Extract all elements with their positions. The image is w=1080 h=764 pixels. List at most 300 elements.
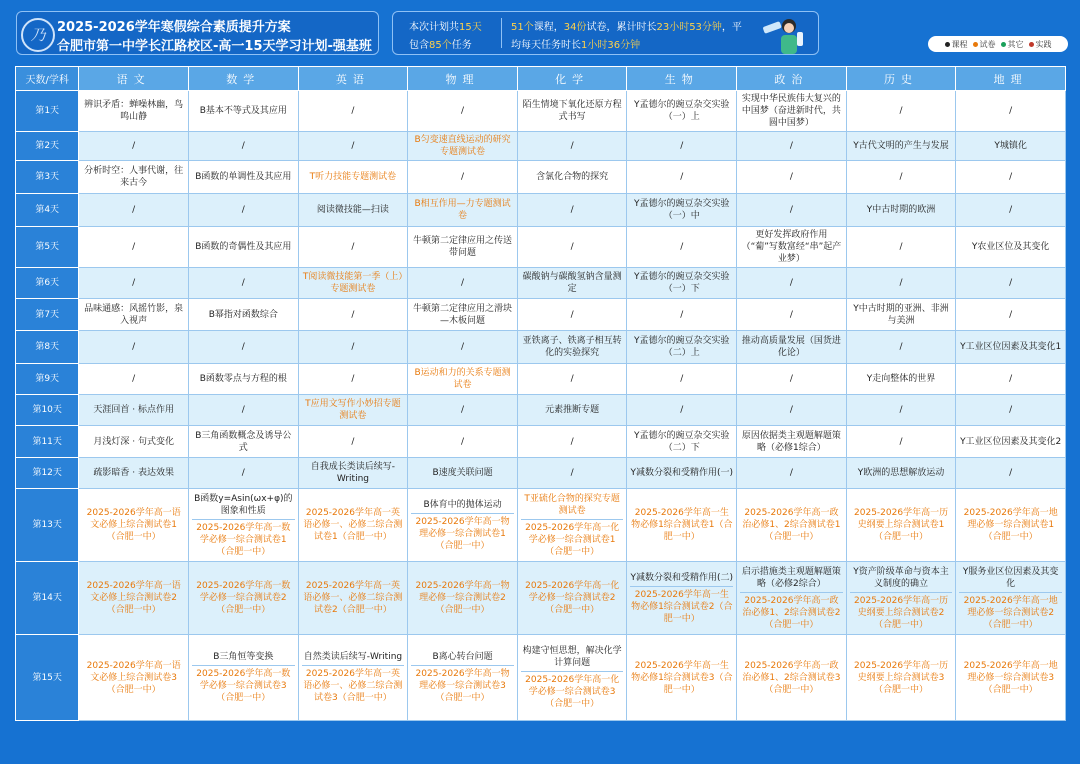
course-task[interactable]: B基本不等式及其应用 bbox=[199, 106, 287, 117]
table-row bbox=[16, 489, 1066, 561]
task-cell[interactable] bbox=[846, 91, 956, 132]
task-cell[interactable] bbox=[627, 363, 737, 394]
task-cell[interactable] bbox=[408, 132, 518, 161]
course-task[interactable]: 启示措施类主观题解题策略（必修2综合） bbox=[741, 566, 841, 589]
course-task[interactable]: / bbox=[680, 241, 684, 252]
task-cell[interactable] bbox=[298, 635, 408, 721]
task-cell[interactable] bbox=[408, 161, 518, 193]
course-task[interactable]: / bbox=[899, 436, 903, 447]
course-task[interactable]: / bbox=[570, 468, 574, 479]
course-task[interactable]: / bbox=[789, 204, 793, 215]
course-task[interactable]: / bbox=[351, 241, 355, 252]
task-cell[interactable] bbox=[956, 91, 1066, 132]
task-cell[interactable] bbox=[956, 489, 1066, 561]
task-cell[interactable] bbox=[188, 331, 298, 363]
exam-task[interactable]: 2025-2026学年高一化学必修一综合测试卷1（合肥一中） bbox=[521, 519, 624, 560]
course-task[interactable]: Y中古时期的欧洲 bbox=[866, 204, 936, 215]
course-task[interactable]: / bbox=[789, 468, 793, 479]
task-cell[interactable] bbox=[627, 489, 737, 561]
task-cell[interactable] bbox=[517, 299, 627, 331]
course-task[interactable]: / bbox=[461, 106, 465, 117]
course-task[interactable]: B三角函数概念及诱导公式 bbox=[195, 430, 292, 453]
course-task[interactable]: / bbox=[351, 436, 355, 447]
task-cell[interactable] bbox=[408, 331, 518, 363]
course-task[interactable]: 分析时空：人事代谢，往来古今 bbox=[84, 166, 184, 189]
task-cell[interactable] bbox=[298, 91, 408, 132]
exam-task[interactable]: 2025-2026学年高一政治必修1、2综合测试卷3（合肥一中） bbox=[742, 660, 841, 695]
task-cell[interactable] bbox=[846, 561, 956, 634]
course-task[interactable]: / bbox=[461, 342, 465, 353]
task-cell[interactable] bbox=[737, 561, 847, 634]
task-cell[interactable] bbox=[408, 394, 518, 425]
exam-task[interactable]: 2025-2026学年高一英语必修一、必修二综合测试卷3（合肥一中） bbox=[302, 665, 405, 706]
task-cell[interactable] bbox=[956, 458, 1066, 489]
course-task[interactable]: Y孟德尔的豌豆杂交实验（一）下 bbox=[634, 272, 730, 295]
legend-label: 其它 bbox=[1007, 39, 1024, 49]
task-cell[interactable] bbox=[846, 132, 956, 161]
task-cell[interactable] bbox=[188, 458, 298, 489]
course-task[interactable]: / bbox=[1009, 106, 1013, 117]
task-cell[interactable] bbox=[79, 426, 189, 458]
task-cell[interactable] bbox=[846, 363, 956, 394]
course-task[interactable]: / bbox=[899, 172, 903, 183]
plan-subtitle: 合肥市第一中学长江路校区-高一15天学习计划-强基班 bbox=[57, 39, 372, 54]
task-cell[interactable] bbox=[408, 561, 518, 634]
task-cell[interactable] bbox=[298, 331, 408, 363]
task-cell[interactable] bbox=[79, 226, 189, 267]
course-task[interactable]: / bbox=[1009, 309, 1013, 320]
course-task[interactable]: 牛顿第二定律应用之传送带问题 bbox=[413, 235, 513, 258]
task-cell[interactable] bbox=[408, 363, 518, 394]
course-task[interactable]: / bbox=[899, 404, 903, 415]
exam-task[interactable]: 2025-2026学年高一英语必修一、必修二综合测试卷1（合肥一中） bbox=[303, 508, 403, 543]
course-task[interactable]: / bbox=[789, 309, 793, 320]
task-cell[interactable] bbox=[517, 458, 627, 489]
task-cell[interactable] bbox=[298, 394, 408, 425]
course-task[interactable]: / bbox=[241, 342, 245, 353]
task-cell[interactable] bbox=[298, 363, 408, 394]
course-task[interactable]: B函数y=Asin(ωx+φ)的图象和性质 bbox=[194, 493, 293, 516]
task-cell[interactable] bbox=[627, 268, 737, 299]
task-cell[interactable] bbox=[408, 193, 518, 226]
exam-task[interactable]: 2025-2026学年高一语文必修上综合测试卷1（合肥一中） bbox=[86, 508, 181, 543]
course-task[interactable]: 含氯化合物的探究 bbox=[536, 172, 609, 183]
task-cell[interactable] bbox=[298, 458, 408, 489]
task-cell[interactable] bbox=[737, 426, 847, 458]
course-task[interactable]: 品味通感：风摇竹影，泉入视声 bbox=[84, 303, 184, 326]
task-cell[interactable] bbox=[298, 226, 408, 267]
task-cell[interactable] bbox=[627, 91, 737, 132]
course-task[interactable]: / bbox=[132, 204, 136, 215]
course-task[interactable]: / bbox=[241, 141, 245, 152]
exam-task[interactable]: 2025-2026学年高一地理必修一综合测试卷1（合肥一中） bbox=[963, 508, 1058, 543]
task-cell[interactable] bbox=[846, 268, 956, 299]
course-task[interactable]: / bbox=[132, 241, 136, 252]
task-cell[interactable] bbox=[188, 226, 298, 267]
course-task[interactable]: Y欧洲的思想解放运动 bbox=[857, 468, 945, 479]
course-task[interactable]: Y走向整体的世界 bbox=[866, 373, 936, 384]
task-cell[interactable] bbox=[956, 561, 1066, 634]
task-cell[interactable] bbox=[737, 635, 847, 721]
task-cell[interactable] bbox=[627, 394, 737, 425]
task-cell[interactable] bbox=[188, 299, 298, 331]
course-task[interactable]: 陌生情境下氧化还原方程式书写 bbox=[522, 100, 622, 123]
course-task[interactable]: Y孟德尔的豌豆杂交实验（二）上 bbox=[634, 336, 730, 359]
course-task[interactable]: / bbox=[1009, 278, 1013, 289]
course-task[interactable]: 阅读微技能—扫读 bbox=[316, 204, 389, 215]
course-task[interactable]: 自然类读后续写-Writing bbox=[303, 652, 403, 663]
course-task[interactable]: 辨识矛盾：蝉噪林幽，鸟鸣山静 bbox=[84, 100, 184, 123]
task-cell[interactable] bbox=[956, 394, 1066, 425]
exam-task[interactable]: 2025-2026学年高一政治必修1、2综合测试卷1（合肥一中） bbox=[742, 508, 841, 543]
task-cell[interactable] bbox=[298, 193, 408, 226]
exam-task[interactable]: T阅读微技能第一季（上）专题测试卷 bbox=[302, 272, 403, 295]
task-cell[interactable] bbox=[298, 268, 408, 299]
table-row bbox=[16, 299, 1066, 331]
exam-task[interactable]: 2025-2026学年高一物理必修一综合测试卷1（合肥一中） bbox=[411, 513, 514, 554]
course-task[interactable]: 原因依据类主观题解题策略（必修1综合） bbox=[741, 430, 841, 453]
task-cell[interactable] bbox=[956, 426, 1066, 458]
course-task[interactable]: Y中古时期的亚洲、非洲与美洲 bbox=[853, 303, 949, 326]
task-cell[interactable] bbox=[79, 635, 189, 721]
task-cell[interactable] bbox=[737, 458, 847, 489]
task-cell[interactable] bbox=[956, 331, 1066, 363]
task-cell[interactable] bbox=[737, 161, 847, 193]
task-cell[interactable] bbox=[956, 193, 1066, 226]
table-row bbox=[16, 331, 1066, 363]
task-cell[interactable] bbox=[846, 635, 956, 721]
task-cell[interactable] bbox=[408, 635, 518, 721]
task-cell[interactable] bbox=[627, 561, 737, 634]
table-header-row bbox=[16, 67, 1066, 91]
course-task[interactable]: 更好发挥政府作用（“葡”写数富经“串”起产业梦） bbox=[741, 229, 842, 264]
exam-task[interactable]: 2025-2026学年高一数学必修一综合测试卷3（合肥一中） bbox=[192, 665, 295, 706]
exam-task[interactable]: B匀变速直线运动的研究专题测试卷 bbox=[414, 135, 511, 158]
exam-task[interactable]: 2025-2026学年高一化学必修一综合测试卷3（合肥一中） bbox=[521, 671, 624, 712]
task-cell[interactable] bbox=[298, 426, 408, 458]
exam-task[interactable]: 2025-2026学年高一地理必修一综合测试卷3（合肥一中） bbox=[963, 660, 1058, 695]
course-task[interactable]: Y资产阶级革命与资本主义制度的确立 bbox=[853, 566, 949, 589]
task-cell[interactable] bbox=[956, 299, 1066, 331]
task-cell[interactable] bbox=[737, 268, 847, 299]
course-task[interactable]: / bbox=[570, 373, 574, 384]
course-task[interactable]: / bbox=[132, 373, 136, 384]
exam-task[interactable]: 2025-2026学年高一物理必修一综合测试卷2（合肥一中） bbox=[415, 581, 510, 616]
task-cell[interactable] bbox=[846, 458, 956, 489]
legend-label: 试卷 bbox=[979, 39, 996, 49]
task-cell[interactable] bbox=[737, 193, 847, 226]
course-task[interactable]: / bbox=[570, 141, 574, 152]
task-cell[interactable] bbox=[188, 161, 298, 193]
course-task[interactable]: B函数的奇偶性及其应用 bbox=[195, 241, 292, 252]
course-task[interactable]: / bbox=[1009, 468, 1013, 479]
task-cell[interactable] bbox=[846, 394, 956, 425]
exam-task[interactable]: T应用文写作小妙招专题测试卷 bbox=[305, 398, 401, 421]
course-task[interactable]: / bbox=[570, 204, 574, 215]
course-task[interactable]: / bbox=[132, 278, 136, 289]
task-cell[interactable] bbox=[846, 489, 956, 561]
table-row bbox=[16, 363, 1066, 394]
course-task[interactable]: / bbox=[899, 278, 903, 289]
course-task[interactable]: / bbox=[461, 278, 465, 289]
task-cell[interactable] bbox=[846, 161, 956, 193]
task-cell[interactable] bbox=[737, 331, 847, 363]
course-task[interactable]: 月浅灯深 · 句式变化 bbox=[93, 436, 174, 447]
exam-task[interactable]: 2025-2026学年高一数学必修一综合测试卷2（合肥一中） bbox=[196, 581, 291, 616]
task-cell[interactable] bbox=[956, 363, 1066, 394]
exam-task[interactable]: B相互作用—力专题测试卷 bbox=[414, 198, 511, 221]
legend-item bbox=[1029, 39, 1052, 50]
task-cell[interactable] bbox=[188, 91, 298, 132]
summary-tasks: 包含85个任务 bbox=[409, 40, 472, 51]
task-cell[interactable] bbox=[627, 226, 737, 267]
legend-item bbox=[1001, 39, 1024, 50]
task-cell[interactable] bbox=[517, 635, 627, 721]
task-cell[interactable] bbox=[79, 299, 189, 331]
task-cell[interactable] bbox=[188, 561, 298, 634]
task-cell[interactable] bbox=[188, 193, 298, 226]
course-task[interactable]: / bbox=[241, 204, 245, 215]
task-cell[interactable] bbox=[79, 363, 189, 394]
course-task[interactable]: Y孟德尔的豌豆杂交实验（一）中 bbox=[634, 198, 730, 221]
course-task[interactable]: Y工业区位因素及其变化2 bbox=[960, 436, 1062, 447]
summary-days: 本次计划共15天 bbox=[409, 22, 482, 33]
task-cell[interactable] bbox=[737, 299, 847, 331]
exam-task[interactable]: 2025-2026学年高一物理必修一综合测试卷3（合肥一中） bbox=[411, 665, 514, 706]
course-task[interactable]: / bbox=[680, 172, 684, 183]
task-cell[interactable] bbox=[737, 132, 847, 161]
task-cell[interactable] bbox=[517, 161, 627, 193]
plan-title: 2025-2026学年寒假综合素质提升方案 bbox=[57, 20, 291, 35]
task-cell[interactable] bbox=[79, 132, 189, 161]
course-task[interactable]: 碳酸钠与碳酸氢钠含量测定 bbox=[522, 272, 622, 295]
task-cell[interactable] bbox=[627, 331, 737, 363]
task-cell[interactable] bbox=[517, 331, 627, 363]
course-task[interactable]: B函数零点与方程的根 bbox=[199, 373, 287, 384]
task-cell[interactable] bbox=[79, 561, 189, 634]
course-task[interactable]: 牛顿第二定律应用之滑块—木板问题 bbox=[413, 303, 513, 326]
task-cell[interactable] bbox=[517, 91, 627, 132]
task-cell[interactable] bbox=[846, 426, 956, 458]
task-cell[interactable] bbox=[956, 161, 1066, 193]
exam-task[interactable]: 2025-2026学年高一语文必修上综合测试卷2（合肥一中） bbox=[86, 581, 181, 616]
task-cell[interactable] bbox=[408, 458, 518, 489]
task-cell[interactable] bbox=[298, 561, 408, 634]
task-cell[interactable] bbox=[188, 635, 298, 721]
course-task[interactable]: Y孟德尔的豌豆杂交实验（二）下 bbox=[634, 430, 730, 453]
task-cell[interactable] bbox=[188, 268, 298, 299]
task-cell[interactable] bbox=[79, 161, 189, 193]
task-cell[interactable] bbox=[517, 561, 627, 634]
exam-task[interactable]: T亚硫化合物的探究专题测试卷 bbox=[524, 493, 620, 516]
exam-task[interactable]: 2025-2026学年高一数学必修一综合测试卷1（合肥一中） bbox=[192, 519, 295, 560]
course-task[interactable]: / bbox=[680, 309, 684, 320]
course-task[interactable]: Y城镇化 bbox=[994, 141, 1027, 152]
task-cell[interactable] bbox=[517, 394, 627, 425]
legend-dot-icon bbox=[945, 42, 950, 47]
task-cell[interactable] bbox=[517, 193, 627, 226]
task-cell[interactable] bbox=[737, 91, 847, 132]
course-task[interactable]: / bbox=[461, 172, 465, 183]
exam-task[interactable]: 2025-2026学年高一地理必修一综合测试卷2（合肥一中） bbox=[959, 592, 1062, 633]
course-task[interactable]: / bbox=[461, 404, 465, 415]
task-cell[interactable] bbox=[188, 489, 298, 561]
course-task[interactable]: 亚铁离子、铁离子相互转化的实验探究 bbox=[522, 336, 622, 359]
task-cell[interactable] bbox=[737, 394, 847, 425]
course-task[interactable]: Y服务业区位因素及其变化 bbox=[962, 566, 1059, 589]
course-task[interactable]: / bbox=[241, 404, 245, 415]
course-task[interactable]: B三角恒等变换 bbox=[213, 652, 274, 663]
task-cell[interactable] bbox=[517, 268, 627, 299]
task-cell[interactable] bbox=[188, 132, 298, 161]
task-cell[interactable] bbox=[956, 268, 1066, 299]
task-cell[interactable] bbox=[408, 226, 518, 267]
course-task[interactable]: / bbox=[132, 141, 136, 152]
course-task[interactable]: / bbox=[1009, 373, 1013, 384]
table-row bbox=[16, 268, 1066, 299]
course-task[interactable]: / bbox=[1009, 204, 1013, 215]
task-cell[interactable] bbox=[298, 299, 408, 331]
course-task[interactable]: B速度关联问题 bbox=[432, 468, 493, 479]
course-task[interactable]: / bbox=[241, 278, 245, 289]
exam-task[interactable]: 2025-2026学年高一历史纲要上综合测试卷3（合肥一中） bbox=[854, 660, 949, 695]
course-task[interactable]: B函数的单调性及其应用 bbox=[195, 172, 292, 183]
task-cell[interactable] bbox=[408, 299, 518, 331]
task-cell[interactable] bbox=[79, 193, 189, 226]
task-cell[interactable] bbox=[79, 331, 189, 363]
course-task[interactable]: / bbox=[570, 309, 574, 320]
course-task[interactable]: 元素推断专题 bbox=[545, 404, 600, 415]
course-task[interactable]: / bbox=[789, 404, 793, 415]
task-cell[interactable] bbox=[298, 132, 408, 161]
exam-task[interactable]: B运动和力的关系专题测试卷 bbox=[414, 367, 511, 390]
course-task[interactable]: / bbox=[680, 141, 684, 152]
course-task[interactable]: Y孟德尔的豌豆杂交实验（一）上 bbox=[634, 100, 730, 123]
course-task[interactable]: / bbox=[351, 342, 355, 353]
course-task[interactable]: / bbox=[899, 241, 903, 252]
task-cell[interactable] bbox=[627, 458, 737, 489]
task-cell[interactable] bbox=[188, 363, 298, 394]
task-cell[interactable] bbox=[79, 268, 189, 299]
task-cell[interactable] bbox=[408, 426, 518, 458]
task-cell[interactable] bbox=[298, 489, 408, 561]
legend-dot-icon bbox=[1001, 42, 1006, 47]
task-cell[interactable] bbox=[627, 426, 737, 458]
course-task[interactable]: / bbox=[570, 436, 574, 447]
task-cell[interactable] bbox=[956, 635, 1066, 721]
course-task[interactable]: 自我成长类读后续写-Writing bbox=[310, 462, 396, 485]
course-task[interactable]: Y古代文明的产生与发展 bbox=[853, 141, 949, 152]
course-task[interactable]: / bbox=[351, 141, 355, 152]
task-cell[interactable] bbox=[846, 331, 956, 363]
task-cell[interactable] bbox=[79, 458, 189, 489]
course-task[interactable]: / bbox=[899, 342, 903, 353]
exam-task[interactable]: 2025-2026学年高一历史纲要上综合测试卷1（合肥一中） bbox=[854, 508, 949, 543]
task-cell[interactable] bbox=[627, 193, 737, 226]
exam-task[interactable]: 2025-2026学年高一语文必修上综合测试卷3（合肥一中） bbox=[86, 660, 181, 695]
task-cell[interactable] bbox=[517, 226, 627, 267]
course-task[interactable]: 天涯回首 · 标点作用 bbox=[93, 404, 174, 415]
task-cell[interactable] bbox=[79, 91, 189, 132]
course-task[interactable]: / bbox=[789, 141, 793, 152]
course-task[interactable]: / bbox=[351, 309, 355, 320]
task-cell[interactable] bbox=[737, 363, 847, 394]
task-cell[interactable] bbox=[846, 193, 956, 226]
course-task[interactable]: 推动高质量发展（国货进化论） bbox=[741, 336, 841, 359]
course-task[interactable]: / bbox=[351, 106, 355, 117]
task-cell[interactable] bbox=[79, 394, 189, 425]
task-cell[interactable] bbox=[408, 91, 518, 132]
column-header-subject: 英语 bbox=[298, 67, 408, 91]
course-task[interactable]: Y减数分裂和受精作用(一) bbox=[630, 468, 734, 479]
task-cell[interactable] bbox=[846, 226, 956, 267]
course-task[interactable]: / bbox=[1009, 172, 1013, 183]
task-cell[interactable] bbox=[956, 226, 1066, 267]
course-task[interactable]: / bbox=[789, 373, 793, 384]
table-row bbox=[16, 161, 1066, 193]
course-task[interactable]: B幂指对函数综合 bbox=[208, 309, 278, 320]
course-task[interactable]: Y农业区位及其变化 bbox=[971, 241, 1050, 252]
course-task[interactable]: B离心转台问题 bbox=[432, 652, 493, 663]
course-task[interactable]: B体育中的抛体运动 bbox=[423, 499, 502, 510]
task-cell[interactable] bbox=[517, 363, 627, 394]
task-cell[interactable] bbox=[517, 132, 627, 161]
exam-task[interactable]: 2025-2026学年高一政治必修1、2综合测试卷2（合肥一中） bbox=[740, 592, 843, 633]
exam-task[interactable]: 2025-2026学年高一历史纲要上综合测试卷2（合肥一中） bbox=[850, 592, 953, 633]
course-task[interactable]: / bbox=[570, 241, 574, 252]
course-task[interactable]: 实现中华民族伟大复兴的中国梦（奋进新时代，共圆中国梦） bbox=[741, 94, 841, 129]
exam-task[interactable]: 2025-2026学年高一化学必修一综合测试卷2（合肥一中） bbox=[525, 581, 620, 616]
task-cell[interactable] bbox=[408, 489, 518, 561]
course-task[interactable]: / bbox=[789, 278, 793, 289]
task-cell[interactable] bbox=[627, 132, 737, 161]
course-task[interactable]: / bbox=[789, 172, 793, 183]
task-cell[interactable] bbox=[79, 489, 189, 561]
course-task[interactable]: / bbox=[461, 436, 465, 447]
day-label: 第1天 bbox=[16, 91, 79, 132]
exam-task[interactable]: 2025-2026学年高一生物必修1综合测试卷1（合肥一中） bbox=[631, 508, 733, 543]
course-task[interactable]: / bbox=[132, 342, 136, 353]
task-cell[interactable] bbox=[737, 489, 847, 561]
task-cell[interactable] bbox=[188, 394, 298, 425]
course-task[interactable]: / bbox=[899, 106, 903, 117]
exam-task[interactable]: 2025-2026学年高一生物必修1综合测试卷3（合肥一中） bbox=[631, 660, 733, 695]
task-cell[interactable] bbox=[517, 426, 627, 458]
task-cell[interactable] bbox=[627, 635, 737, 721]
course-task[interactable]: / bbox=[1009, 404, 1013, 415]
task-cell[interactable] bbox=[846, 299, 956, 331]
course-task[interactable]: Y工业区位因素及其变化1 bbox=[960, 342, 1062, 353]
exam-task[interactable]: 2025-2026学年高一英语必修一、必修二综合测试卷2（合肥一中） bbox=[303, 581, 403, 616]
exam-task[interactable]: T听力技能专题测试卷 bbox=[309, 172, 397, 183]
exam-task[interactable]: 2025-2026学年高一生物必修1综合测试卷2（合肥一中） bbox=[630, 586, 733, 627]
course-task[interactable]: Y减数分裂和受精作用(二) bbox=[630, 572, 734, 583]
task-cell[interactable] bbox=[298, 161, 408, 193]
task-cell[interactable] bbox=[517, 489, 627, 561]
task-cell[interactable] bbox=[627, 161, 737, 193]
task-cell[interactable] bbox=[408, 268, 518, 299]
course-task[interactable]: 构建守恒思想，解决化学计算问题 bbox=[522, 646, 622, 669]
course-task[interactable]: / bbox=[680, 373, 684, 384]
task-cell[interactable] bbox=[188, 426, 298, 458]
course-task[interactable]: / bbox=[241, 468, 245, 479]
task-cell[interactable] bbox=[737, 226, 847, 267]
course-task[interactable]: / bbox=[351, 373, 355, 384]
course-task[interactable]: / bbox=[680, 404, 684, 415]
task-cell[interactable] bbox=[627, 299, 737, 331]
course-task[interactable]: 疏影暗香 · 表达效果 bbox=[93, 468, 174, 479]
task-cell[interactable] bbox=[956, 132, 1066, 161]
